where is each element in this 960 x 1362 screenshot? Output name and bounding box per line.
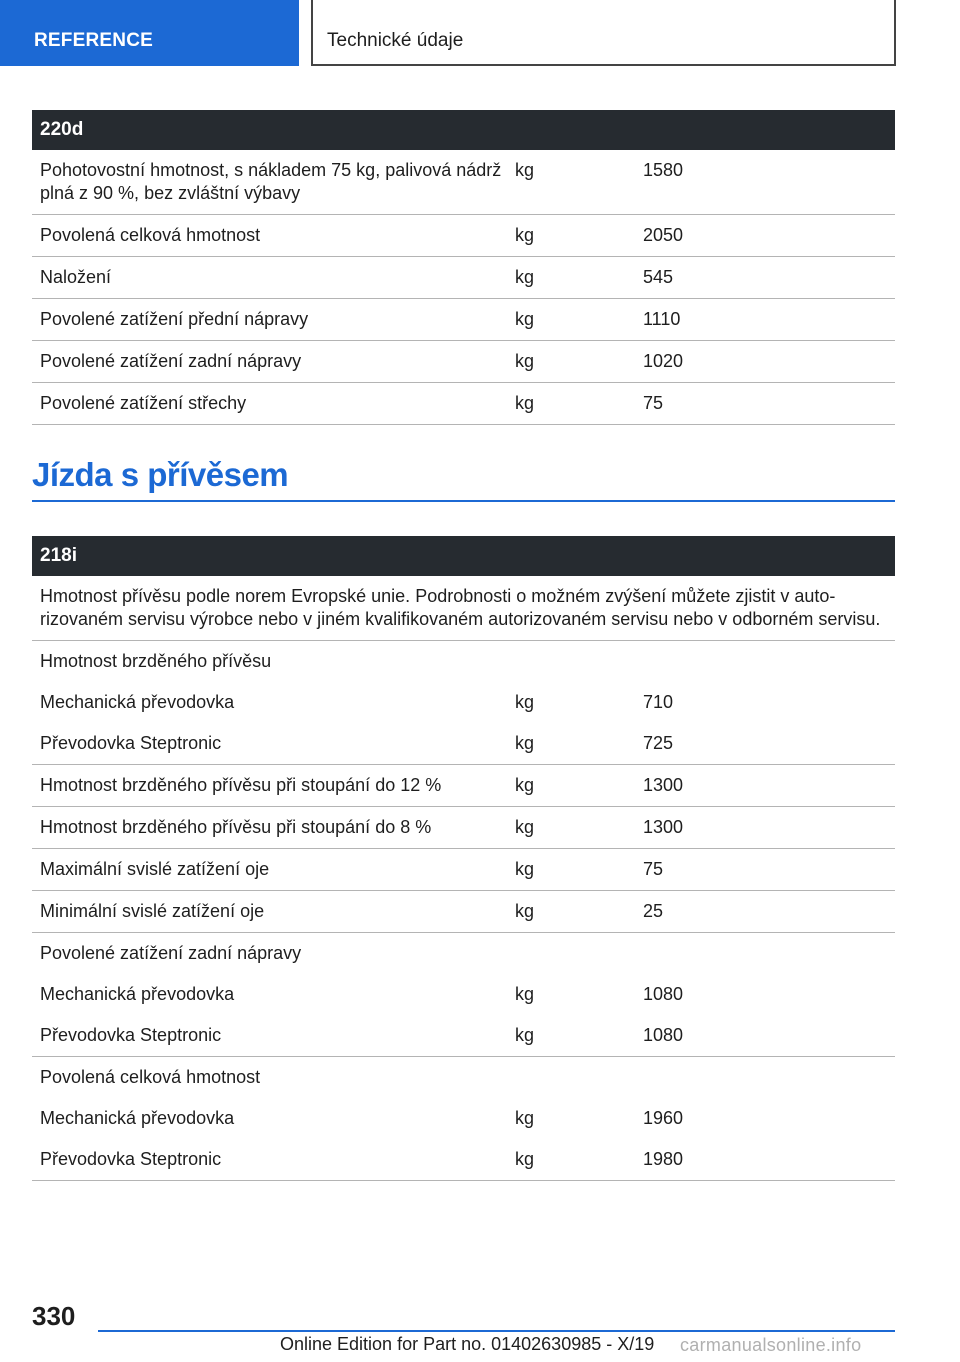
table-row — [32, 1098, 895, 1139]
row-label: Převodovka Steptronic — [32, 1015, 515, 1057]
row-unit: kg — [515, 1139, 643, 1181]
row-unit: kg — [515, 150, 643, 215]
row-unit: kg — [515, 215, 643, 257]
row-unit: kg — [515, 765, 643, 807]
row-label: Převodovka Steptronic — [32, 723, 515, 765]
section-title: Jízda s přívěsem — [32, 456, 895, 502]
table-row — [32, 1139, 895, 1181]
table-row — [32, 723, 895, 765]
row-label: Povolené zatížení střechy — [32, 383, 515, 425]
row-value: 1580 — [643, 150, 895, 215]
table-row — [32, 299, 895, 341]
row-unit: kg — [515, 1015, 643, 1057]
row-value: 725 — [643, 723, 895, 765]
row-unit: kg — [515, 849, 643, 891]
table-row — [32, 1015, 895, 1057]
row-unit: kg — [515, 984, 535, 1004]
row-value: 1300 — [643, 765, 895, 807]
row-label: Převodovka Steptronic — [32, 1139, 515, 1181]
watermark: carmanualsonline.info — [680, 1335, 862, 1355]
row-value: 1020 — [643, 341, 895, 383]
footer-edition: Online Edition for Part no. 01402630985 - X/19 — [280, 1334, 655, 1354]
row-unit: kg — [515, 383, 643, 425]
table-row — [32, 682, 895, 723]
row-value: 1300 — [643, 807, 895, 849]
row-unit: kg — [515, 299, 643, 341]
trailer-table — [32, 536, 895, 1181]
table-row — [32, 891, 895, 933]
table-row — [32, 150, 895, 215]
row-value: 710 — [643, 692, 674, 712]
row-value: 2050 — [643, 215, 895, 257]
group-label: Povolená celková hmotnost — [40, 1067, 261, 1087]
row-label: Mechanická převodovka — [40, 1108, 235, 1128]
row-value: 1080 — [643, 1015, 895, 1057]
row-value: 1080 — [643, 984, 684, 1004]
table-header-model: 220d — [32, 110, 895, 150]
table-row — [32, 974, 895, 1015]
row-label: Povolené zatížení přední nápravy — [32, 299, 515, 341]
group-label: Hmotnost brzděného přívěsu — [40, 651, 272, 671]
table-note-row — [32, 576, 895, 641]
row-value: 1110 — [643, 299, 895, 341]
row-unit: kg — [515, 1108, 535, 1128]
row-unit: kg — [515, 257, 643, 299]
row-label: Mechanická převodovka — [40, 692, 235, 712]
table-row — [32, 765, 895, 807]
row-unit: kg — [515, 341, 643, 383]
row-value: 545 — [643, 257, 895, 299]
table-row — [32, 341, 895, 383]
table-row — [32, 383, 895, 425]
row-label: Povolená celková hmotnost — [32, 215, 515, 257]
table-note: Hmotnost přívěsu podle norem Evropské unie. Podrobnosti o možném zvýšení můžete zjistit v autorizovaném servisu výrobce nebo v jiném kvalifikovaném autorizovaném servisu nebo v odborném servisu. — [32, 576, 895, 641]
page-header — [0, 0, 960, 66]
footer-divider — [98, 1330, 895, 1332]
table-header-model: 218i — [32, 536, 895, 576]
row-value: 1980 — [643, 1139, 895, 1181]
row-unit: kg — [515, 807, 643, 849]
row-value: 75 — [643, 383, 895, 425]
weights-table — [32, 110, 895, 425]
row-label: Mechanická převodovka — [40, 984, 235, 1004]
row-label: Hmotnost brzděného přívěsu při stoupání do 12 % — [32, 765, 515, 807]
table-row — [32, 807, 895, 849]
section-tab-reference[interactable]: REFERENCE — [0, 0, 299, 66]
row-value: 75 — [643, 849, 895, 891]
table-row — [32, 215, 895, 257]
row-label: Minimální svislé zatížení oje — [32, 891, 515, 933]
row-unit: kg — [515, 891, 643, 933]
row-label: Maximální svislé zatížení oje — [32, 849, 515, 891]
row-unit: kg — [515, 723, 643, 765]
row-label: Povolené zatížení zadní nápravy — [32, 341, 515, 383]
table-group-row — [32, 641, 895, 683]
table-row — [32, 849, 895, 891]
group-label: Povolené zatížení zadní nápravy — [40, 943, 302, 963]
row-label: Pohotovostní hmotnost, s nákladem 75 kg, palivová nádrž plná z 90 %, bez zvláštní výbavy — [32, 150, 515, 215]
page-number: 330 — [32, 1301, 76, 1331]
row-value: 25 — [643, 891, 895, 933]
row-label: Naložení — [32, 257, 515, 299]
row-unit: kg — [515, 692, 535, 712]
row-label: Hmotnost brzděného přívěsu při stoupání do 8 % — [32, 807, 515, 849]
table-group-row — [32, 1057, 895, 1099]
table-group-row — [32, 933, 895, 975]
row-value: 1960 — [643, 1108, 684, 1128]
table-row — [32, 257, 895, 299]
chapter-title: Technické údaje — [311, 0, 896, 66]
